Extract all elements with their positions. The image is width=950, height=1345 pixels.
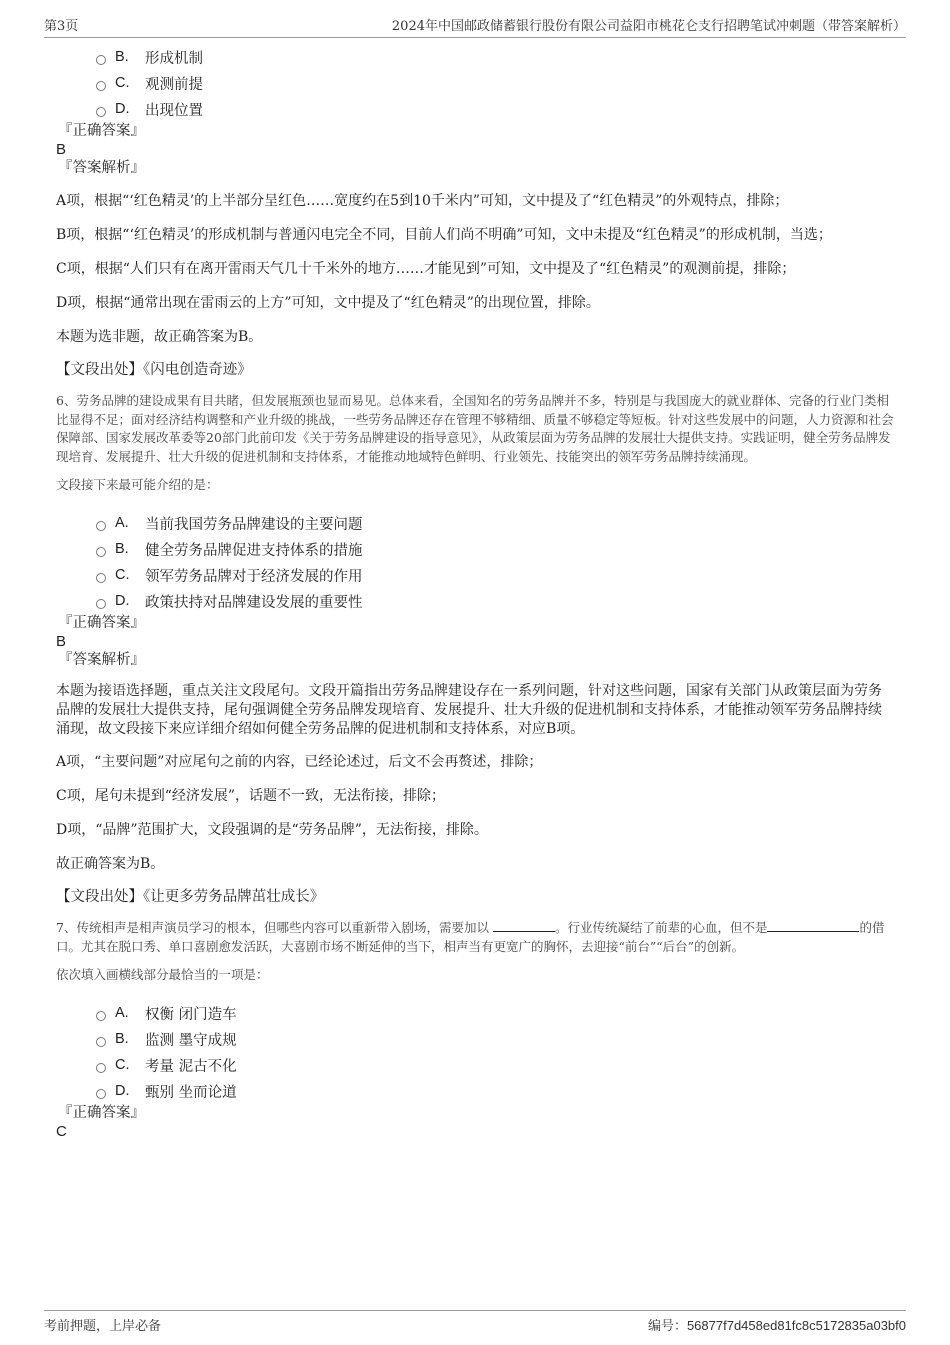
radio-icon[interactable] (96, 521, 106, 531)
q6-analysis-main: 本题为接语选择题，重点关注文段尾句。文段开篇指出劳务品牌建设存在一系列问题，针对这些问题，国家有关部门从政策层面为劳务品牌的发展壮大提供支持，尾句强调健全劳务品牌发现培育、发展提升、壮大升级的促进机制和支持体系，才能推动领军劳务品牌持续涌现，故文段接下来应详细介绍如何健全劳务品牌的促进机制和支持体系，对应B项。 (56, 683, 882, 737)
q7-option-c[interactable]: C. 考量 泥古不化 (96, 1052, 894, 1078)
radio-icon[interactable] (96, 1089, 106, 1099)
q6-option-a[interactable]: A. 当前我国劳务品牌建设的主要问题 (96, 510, 894, 536)
q6-option-b[interactable]: B. 健全劳务品牌促进支持体系的措施 (96, 536, 894, 562)
q7-option-d[interactable]: D. 甄别 坐而论道 (96, 1078, 894, 1104)
q6-option-d[interactable]: D. 政策扶持对品牌建设发展的重要性 (96, 588, 894, 614)
q5-analysis-a: A项，根据“‘红色精灵’的上半部分呈红色……宽度约在5到10千米内”可知，文中提及了“红色精灵”的外观特点，排除； (56, 193, 789, 209)
q6-analysis-d: D项，“品牌”范围扩大，文段强调的是“劳务品牌”，无法衔接，排除。 (56, 822, 488, 838)
q5-option-d[interactable]: D. 出现位置 (96, 96, 894, 122)
blank-2 (767, 919, 859, 932)
q6-answer-label: 『正确答案』 (58, 615, 145, 631)
q5-option-b[interactable]: B. 形成机制 (96, 44, 894, 70)
q5-answer-label: 『正确答案』 (58, 123, 145, 139)
q7-question: 7、传统相声是相声演员学习的根本，但哪些内容可以重新带入剧场，需要加以 。行业传统凝结了前辈的心血，但不是 的借口。尤其在脱口秀、单口喜剧愈发活跃，大喜剧市场不断延伸的当下，相声当有更宽广的胸怀，去迎接“前台”“后台”的创新。 (56, 920, 885, 954)
q5-option-c[interactable]: C. 观测前提 (96, 70, 894, 96)
radio-icon[interactable] (96, 55, 106, 65)
q6-conclusion: 故正确答案为B。 (56, 856, 165, 872)
radio-icon[interactable] (96, 1063, 106, 1073)
q5-conclusion: 本题为选非题，故正确答案为B。 (56, 329, 263, 345)
footer-slogan: 考前押题，上岸必备 (44, 1319, 162, 1334)
q7-prompt: 依次填入画横线部分最恰当的一项是： (56, 967, 269, 982)
radio-icon[interactable] (96, 1037, 106, 1047)
q7-answer-label: 『正确答案』 (58, 1105, 145, 1121)
radio-icon[interactable] (96, 599, 106, 609)
q5-options (96, 44, 894, 122)
q7-answer: C (56, 1123, 67, 1140)
radio-icon[interactable] (96, 547, 106, 557)
q6-options (96, 510, 894, 614)
q6-question: 6、劳务品牌的建设成果有目共睹，但发展瓶颈也显而易见。总体来看，全国知名的劳务品牌并不多，特别是与我国庞大的就业群体、完备的行业门类相比显得不足；面对经济结构调整和产业升级的挑战，一些劳务品牌还存在管理不够精细、质量不够稳定等短板。针对这些发展中的问题，人力资源和社会保障部、国家发展改革委等20部门此前印发《关于劳务品牌建设的指导意见》，从政策层面为劳务品牌的发展壮大提供支持。实践证明，健全劳务品牌发现培育、发展提升、壮大升级的促进机制和支持体系，才能推动地域特色鲜明、行业领先、技能突出的领军劳务品牌持续涌现。 (56, 393, 894, 464)
radio-icon[interactable] (96, 81, 106, 91)
q7-option-a[interactable]: A. 权衡 闭门造车 (96, 1000, 894, 1026)
q5-answer: B (56, 141, 67, 158)
q6-analysis-label: 『答案解析』 (58, 652, 145, 668)
q5-source: 【文段出处】《闪电创造奇迹》 (56, 362, 252, 378)
document-title: 2024年中国邮政储蓄银行股份有限公司益阳市桃花仑支行招聘笔试冲刺题（带答案解析） (391, 19, 906, 34)
document-body (56, 44, 894, 1141)
page-header (44, 14, 906, 38)
q6-source: 【文段出处】《让更多劳务品牌茁壮成长》 (56, 889, 325, 905)
q7-option-b[interactable]: B. 监测 墨守成规 (96, 1026, 894, 1052)
q5-analysis-c: C项，根据“人们只有在离开雷雨天气几十千米外的地方……才能见到”可知，文中提及了“红色精灵”的观测前提，排除； (56, 261, 796, 277)
q6-prompt: 文段接下来最可能介绍的是： (56, 477, 219, 492)
page-footer (44, 1310, 906, 1334)
q6-answer: B (56, 633, 67, 650)
q7-options (96, 1000, 894, 1104)
blank-1 (493, 919, 555, 932)
q5-analysis-b: B项，根据“‘红色精灵’的形成机制与普通闪电完全不同，目前人们尚不明确”可知，文中未提及“红色精灵”的形成机制，当选； (56, 227, 832, 243)
q5-analysis-label: 『答案解析』 (58, 160, 145, 176)
q6-analysis-c: C项，尾句未提到“经济发展”，话题不一致，无法衔接，排除； (56, 788, 446, 804)
radio-icon[interactable] (96, 573, 106, 583)
q6-option-c[interactable]: C. 领军劳务品牌对于经济发展的作用 (96, 562, 894, 588)
page-number: 第3页 (44, 19, 79, 34)
radio-icon[interactable] (96, 107, 106, 117)
q5-analysis-d: D项，根据“通常出现在雷雨云的上方”可知，文中提及了“红色精灵”的出现位置，排除。 (56, 295, 600, 311)
document-id: 编号：56877f7d458ed81fc8c5172835a03bf0 (647, 1318, 906, 1333)
radio-icon[interactable] (96, 1011, 106, 1021)
q6-analysis-a: A项，“主要问题”对应尾句之前的内容，已经论述过，后文不会再赘述，排除； (56, 754, 543, 770)
